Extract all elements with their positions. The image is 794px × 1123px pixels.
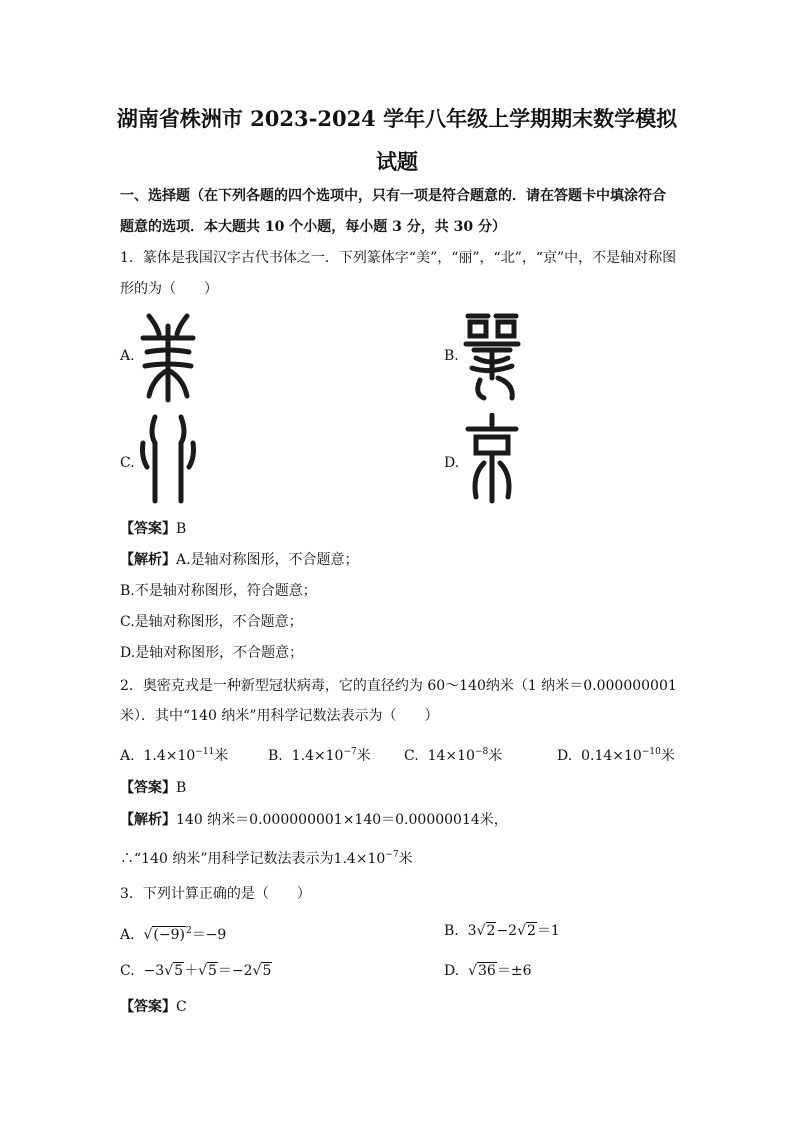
q1-stem: 1．篆体是我国汉字古代书体之一．下列篆体字“美”，“丽”，“北”，“京”中，不是轴对称图: [120, 250, 677, 266]
q1-analysis-d: D.是轴对称图形，不合题意；: [120, 645, 304, 661]
q2-option-a: A. $1.4\times 10^{-11}$米: [120, 747, 229, 764]
q1-analysis-c: C.是轴对称图形，不合题意；: [120, 614, 303, 630]
seal-bei-icon: [137, 413, 199, 507]
q1-analysis-b: B.不是轴对称图形，符合题意；: [120, 583, 317, 599]
q3-stem: 3．下列计算正确的是（ ）: [120, 886, 311, 902]
q2-stem: 2．奥密克戎是一种新型冠状病毒，它的直径约为 60～140纳米（1 纳米＝0.000000001: [120, 678, 677, 694]
q3-option-b: B. 3√2−2√2＝1: [444, 923, 560, 939]
q1-analysis: 【解析】A.是轴对称图形，不合题意；: [120, 552, 359, 568]
q1-answer: 【答案】B: [120, 521, 187, 537]
seal-mei-icon: [135, 308, 201, 408]
q2-option-c: C. $14\times 10^{-8}$米: [404, 747, 503, 764]
q1-stem-line2: 形的为（ ）: [120, 281, 218, 297]
section-header: 一、选择题（在下列各题的四个选项中，只有一项是符合题意的．请在答题卡中填涂符合: [120, 188, 666, 204]
q1-option-a-label: A.: [120, 348, 135, 364]
q2-option-b: B. $1.4\times 10^{-7}$米: [268, 747, 371, 764]
seal-li-icon: [462, 308, 522, 404]
q3-option-c: C. −3√5＋√5＝−2√5: [120, 963, 272, 979]
q3-option-a: A. $√(-9)^2=-9$: [120, 926, 227, 943]
q2-stem-line2: 米）．其中“140 纳米”用科学记数法表示为（ ）: [120, 708, 439, 724]
q3-option-d: D. √36＝±6: [444, 963, 532, 979]
q2-analysis: 【解析】140 纳米＝0.000000001×140＝0.00000014米，: [120, 812, 508, 828]
page-title-line2: 试题: [376, 149, 418, 174]
section-header-line2: 题意的选项．本大题共 10 个小题，每小题 3 分，共 30 分）: [120, 219, 506, 235]
q2-answer: 【答案】B: [120, 780, 187, 796]
seal-jing-icon: [462, 413, 522, 505]
q2-analysis-line2: ∴“140 纳米”用科学记数法表示为$1.4\times 10^{-7}$米: [120, 850, 413, 867]
page-title: 湖南省株洲市 2023-2024 学年八年级上学期期末数学模拟: [116, 106, 678, 131]
q3-answer: 【答案】C: [120, 999, 187, 1015]
q1-option-b-label: B.: [444, 348, 459, 364]
q1-option-d-label: D.: [444, 455, 460, 471]
q2-option-d: D. $0.14\times 10^{-10}$米: [557, 747, 675, 764]
q1-option-c-label: C.: [120, 455, 135, 471]
